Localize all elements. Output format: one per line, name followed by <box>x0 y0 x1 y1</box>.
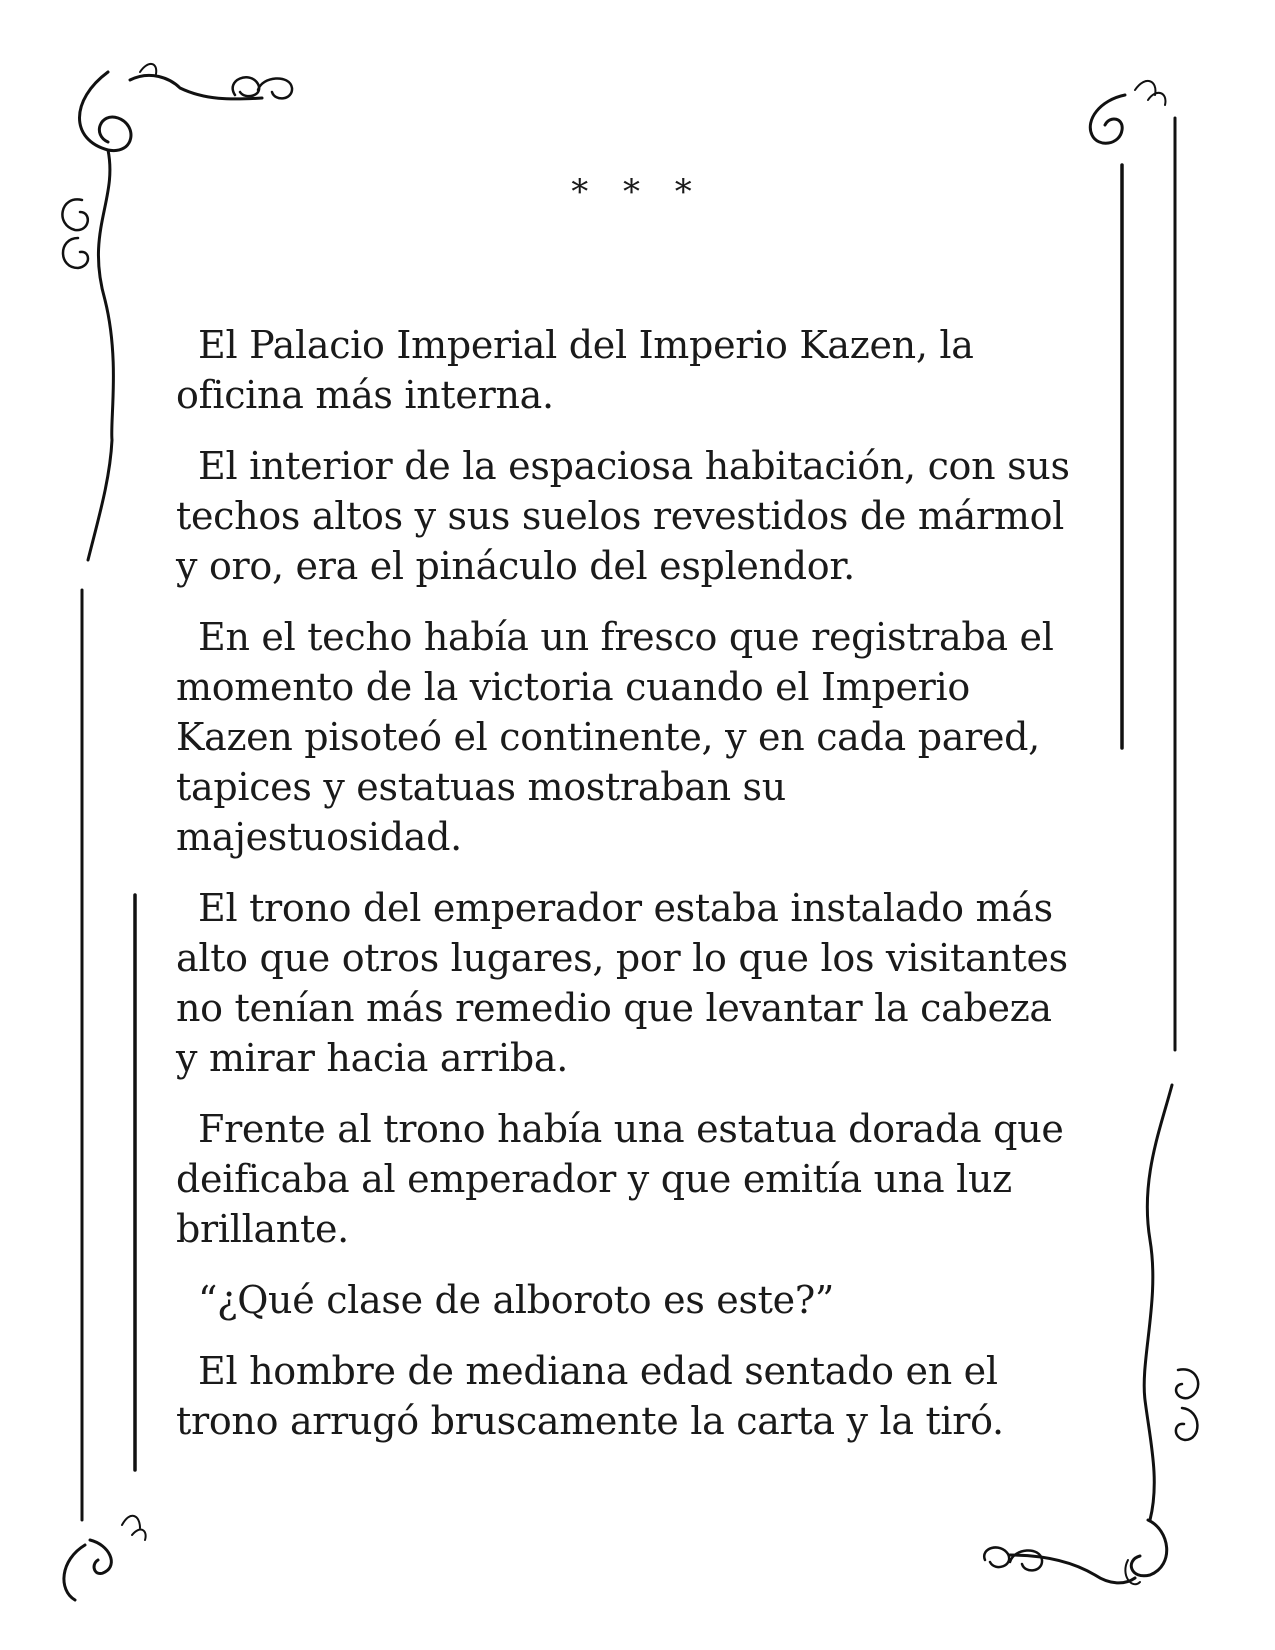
top-left-flourish <box>80 72 131 151</box>
right-lower-vine <box>1144 1085 1172 1520</box>
top-left-curls <box>233 77 292 98</box>
bottom-right-flourish <box>1131 1520 1166 1576</box>
bottom-right-curls <box>984 1547 1042 1570</box>
paragraph: El Palacio Imperial del Imperio Kazen, la oficina más interna. <box>176 323 974 417</box>
paragraph: Frente al trono había una estatua dorada que deificaba al emperador y que emitía una luz brillante. <box>176 1107 1064 1251</box>
top-right-tendrils <box>1135 81 1165 105</box>
bottom-left-flourish <box>64 1540 111 1600</box>
bottom-right-tendril <box>1125 1560 1140 1584</box>
top-right-flourish <box>1090 95 1125 143</box>
paragraph: En el techo había un fresco que registraba el momento de la victoria cuando el Imperio Kazen pisoteó el continente, y en cada pared, tapices y estatuas mostraban su majestuosidad. <box>176 615 1054 859</box>
dialogue-paragraph: “¿Qué clase de alboroto es este?” <box>198 1278 835 1322</box>
right-vine-curls <box>1176 1369 1198 1440</box>
paragraph: El trono del emperador estaba instalado más alto que otros lugares, por lo que los visitantes no tenían más remedio que levantar la cabeza y mirar hacia arriba. <box>176 886 1068 1080</box>
top-left-tendril <box>140 64 156 74</box>
paragraph: El hombre de mediana edad sentado en el trono arrugó bruscamente la carta y la tiró. <box>176 1349 1004 1443</box>
bottom-left-tendril <box>122 1516 146 1540</box>
paragraph: El interior de la espaciosa habitación, con sus techos altos y sus suelos revestidos de mármol y oro, era el pináculo del esplendor. <box>176 444 1070 588</box>
bottom-right-swirl-line <box>1010 1555 1135 1583</box>
top-left-swirl-line <box>130 75 262 99</box>
body-text <box>176 320 1076 1467</box>
scene-separator: * * * <box>571 172 704 212</box>
